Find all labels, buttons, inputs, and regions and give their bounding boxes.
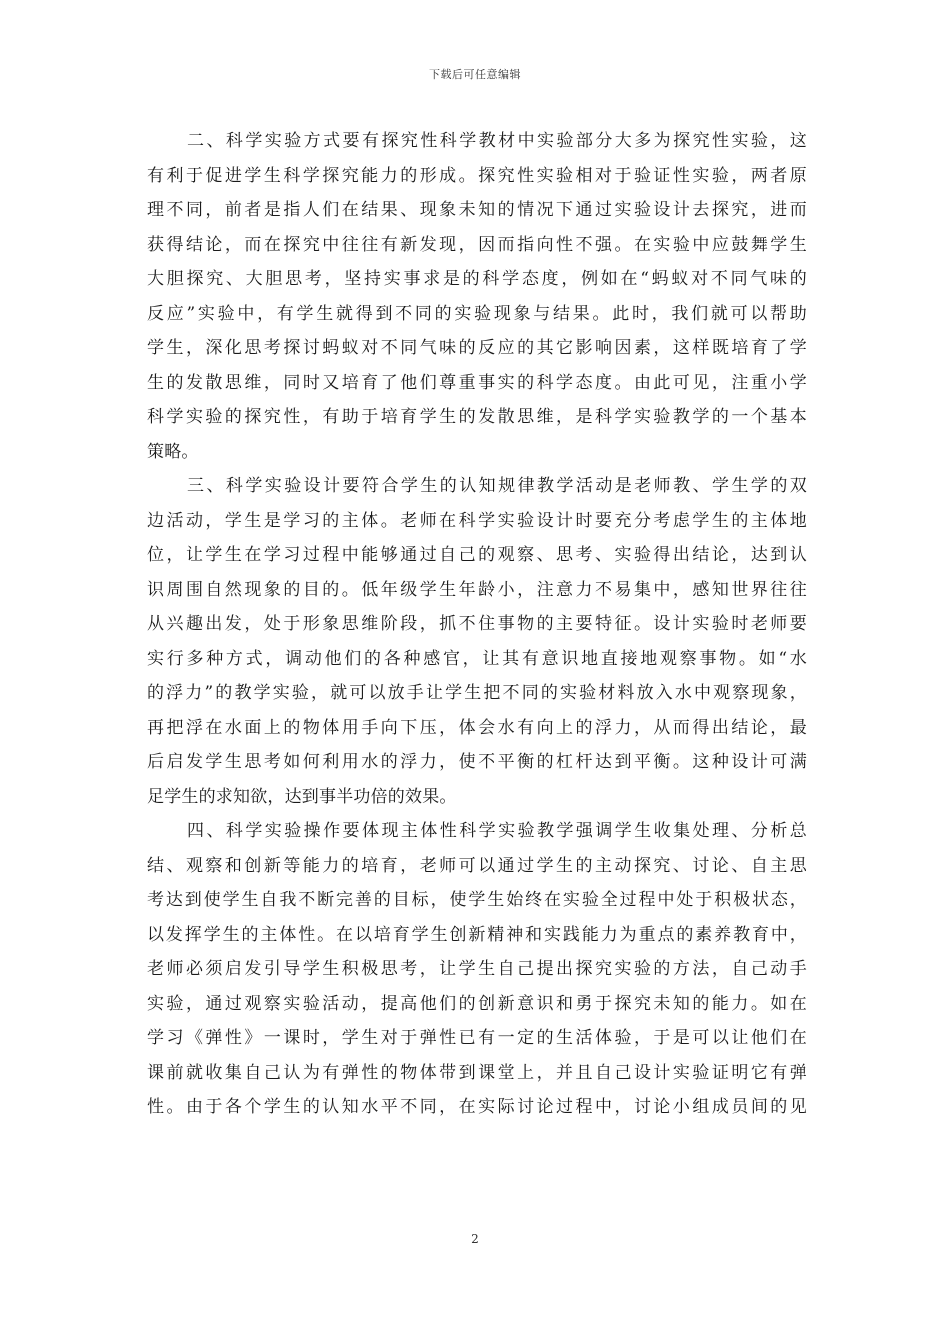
text-line: 四、科学实验操作要体现主体性科学实验教学强调学生收集处理、分析总 [187,821,807,841]
paragraph-4 [147,814,807,1125]
text-line: 二、科学实验方式要有探究性科学教材中实验部分大多为探究性实验，这 [187,131,807,151]
body-text [147,124,807,1125]
text-line: 足学生的求知欲，达到事半功倍的效果。 [147,786,457,807]
text-line: 策略。 [147,441,199,462]
text-line: 学生，深化思考探讨蚂蚁对不同气味的反应的其它影响因素，这样既培育了学 [147,338,807,358]
text-line: 实行多种方式，调动他们的各种感官，让其有意识地直接地观察事物。如“水 [147,648,807,669]
page-number: 2 [471,1232,479,1246]
text-line: 以发挥学生的主体性。在以培育学生创新精神和实践能力为重点的素养教育中， [147,924,807,945]
text-line: 老师必须启发引导学生积极思考，让学生自己提出探究实验的方法，自己动手 [147,959,807,979]
text-line: 的浮力”的教学实验，就可以放手让学生把不同的实验材料放入水中观察现象， [147,683,807,703]
text-line: 生的发散思维，同时又培育了他们尊重事实的科学态度。由此可见，注重小学 [147,372,807,393]
text-line: 理不同，前者是指人们在结果、现象未知的情况下通过实验设计去探究，进而 [147,200,807,220]
paragraph-3 [147,469,807,814]
text-line: 结、观察和创新等能力的培育，老师可以通过学生的主动探究、讨论、自主思 [147,855,807,876]
paragraph-2 [147,124,807,469]
page-header: 下载后可任意编辑 [429,68,521,81]
text-line: 学习《弹性》一课时，学生对于弹性已有一定的生活体验，于是可以让他们在 [147,1028,807,1048]
text-line: 有利于促进学生科学探究能力的形成。探究性实验相对于验证性实验，两者原 [147,165,807,186]
text-line: 三、科学实验设计要符合学生的认知规律教学活动是老师教、学生学的双 [187,476,807,496]
text-line: 课前就收集自己认为有弹性的物体带到课堂上，并且自己设计实验证明它有弹 [147,1062,807,1083]
text-line: 反应”实验中，有学生就得到不同的实验现象与结果。此时，我们就可以帮助 [147,303,807,324]
text-line: 性。由于各个学生的认知水平不同，在实际讨论过程中，讨论小组成员间的见 [147,1097,807,1117]
text-line: 再把浮在水面上的物体用手向下压，体会水有向上的浮力，从而得出结论，最 [147,717,807,738]
text-line: 大胆探究、大胆思考，坚持实事求是的科学态度，例如在“蚂蚁对不同气味的 [147,269,807,289]
text-line: 科学实验的探究性，有助于培育学生的发散思维，是科学实验教学的一个基本 [147,407,807,427]
text-line: 位，让学生在学习过程中能够通过自己的观察、思考、实验得出结论，达到认 [147,545,807,565]
text-line: 识周围自然现象的目的。低年级学生年龄小，注意力不易集中，感知世界往往 [147,579,807,600]
text-line: 实验，通过观察实验活动，提高他们的创新意识和勇于探究未知的能力。如在 [147,993,807,1014]
text-line: 获得结论，而在探究中往往有新发现，因而指向性不强。在实验中应鼓舞学生 [147,234,807,255]
text-line: 从兴趣出发，处于形象思维阶段，抓不住事物的主要特征。设计实验时老师要 [147,614,807,634]
text-line: 考达到使学生自我不断完善的目标，使学生始终在实验全过程中处于积极状态， [147,890,807,910]
text-line: 边活动，学生是学习的主体。老师在科学实验设计时要充分考虑学生的主体地 [147,510,807,531]
text-line: 后启发学生思考如何利用水的浮力，使不平衡的杠杆达到平衡。这种设计可满 [147,752,807,772]
